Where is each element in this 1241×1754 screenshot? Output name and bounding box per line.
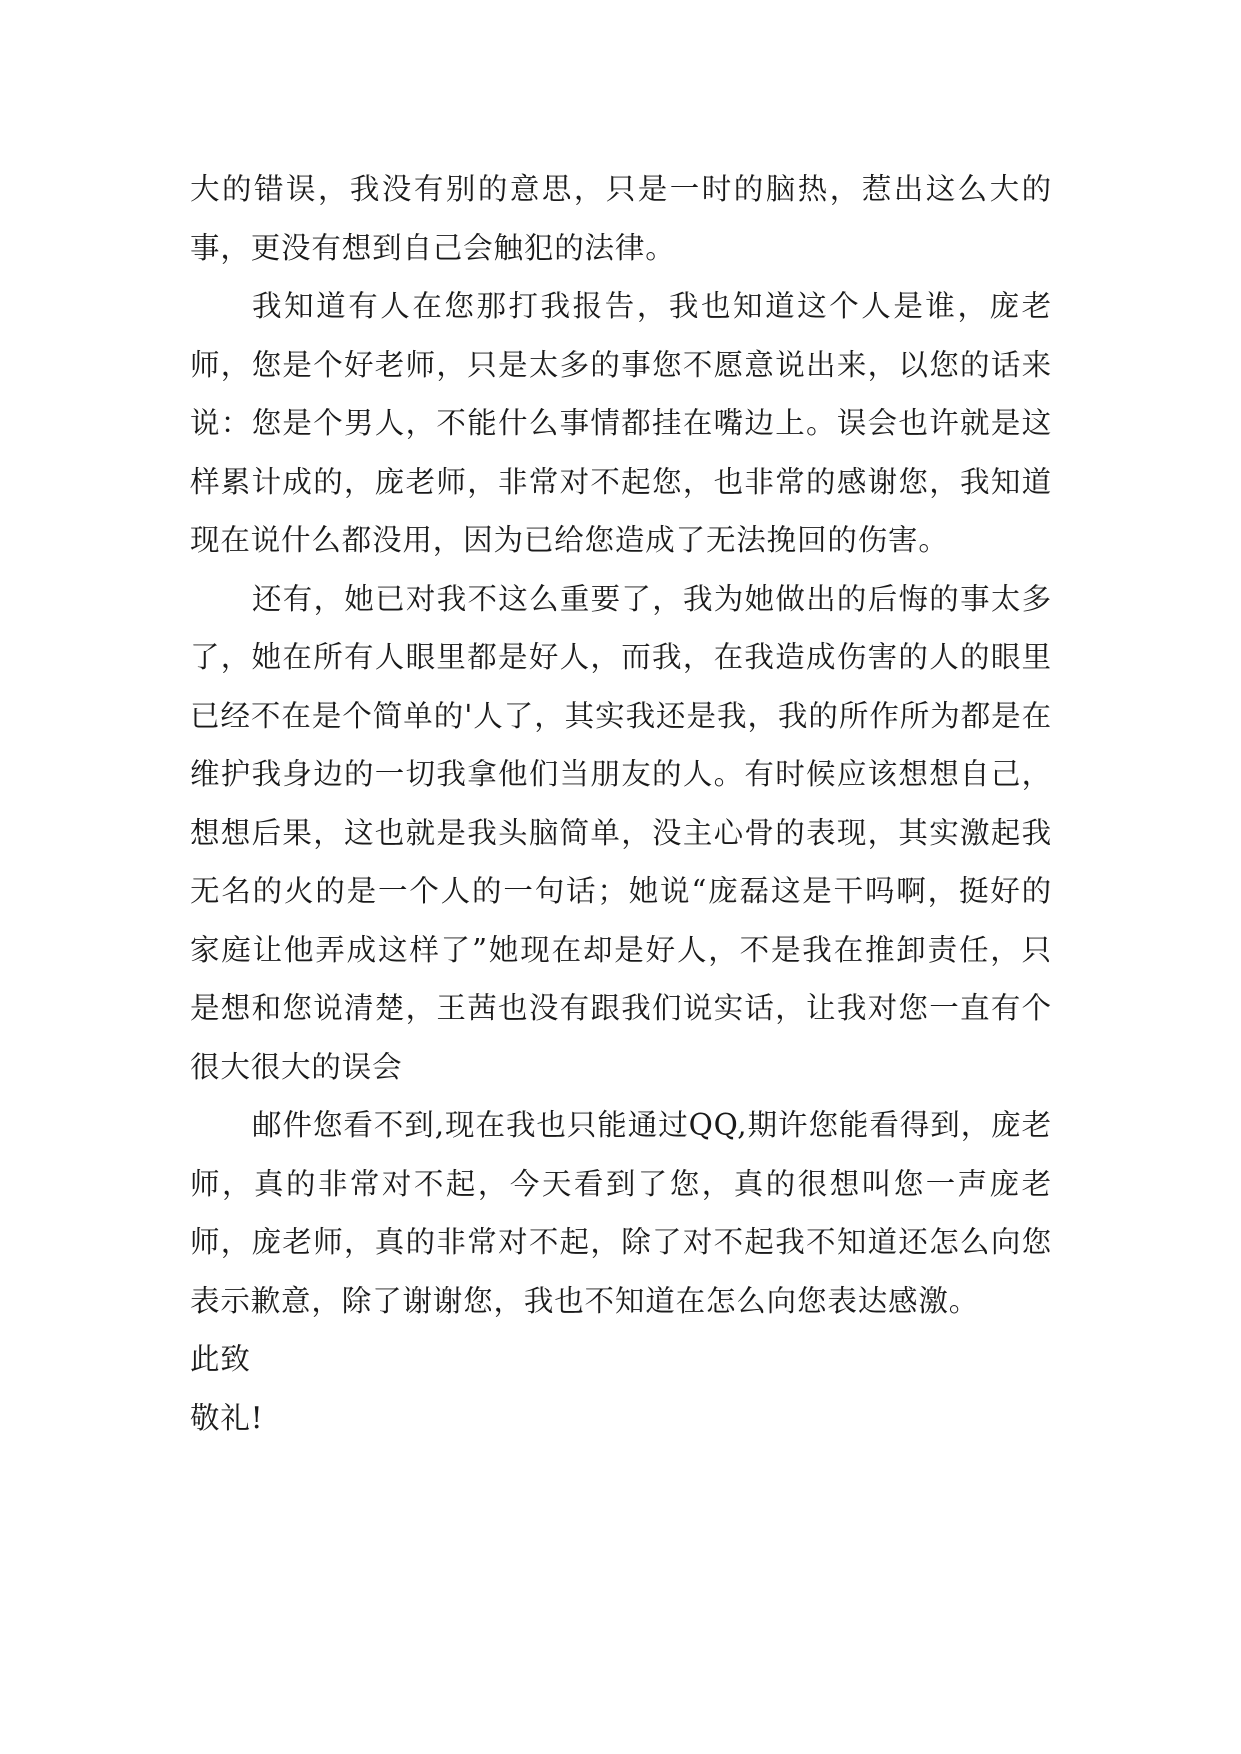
paragraph-2: 我知道有人在您那打我报告，我也知道这个人是谁，庞老师，您是个好老师，只是太多的事您不愿意说出来，以您的话来说：您是个男人，不能什么事情都挂在嘴边上。误会也许就是这样累计成的，庞老师，非常对不起您，也非常的感谢您，我知道现在说什么都没用，因为已给您造成了无法挽回的伤害。: [190, 289, 1052, 557]
closing-salutation: 此致: [190, 1342, 251, 1376]
paragraph-4: 邮件您看不到,现在我也只能通过QQ,期许您能看得到，庞老师，真的非常对不起，今天看到了您，真的很想叫您一声庞老师，庞老师，真的非常对不起，除了对不起我不知道还怎么向您表示歉意，除了谢谢您，我也不知道在怎么向您表达感激。: [190, 1108, 1052, 1318]
document-page: [190, 160, 1052, 1447]
paragraph-3: 还有，她已对我不这么重要了，我为她做出的后悔的事太多了，她在所有人眼里都是好人，而我，在我造成伤害的人的眼里已经不在是个简单的'人了，其实我还是我，我的所作所为都是在维护我身边的一切我拿他们当朋友的人。有时候应该想想自己，想想后果，这也就是我头脑简单，没主心骨的表现，其实激起我无名的火的是一个人的一句话；她说“庞磊这是干吗啊，挺好的家庭让他弄成这样了”她现在却是好人，不是我在推卸责任，只是想和您说清楚，王茜也没有跟我们说实话，让我对您一直有个很大很大的误会: [190, 581, 1052, 1084]
paragraph-1: 大的错误，我没有别的意思，只是一时的脑热，惹出这么大的事，更没有想到自己会触犯的法律。: [190, 172, 1052, 265]
closing-regards: 敬礼!: [190, 1400, 264, 1435]
